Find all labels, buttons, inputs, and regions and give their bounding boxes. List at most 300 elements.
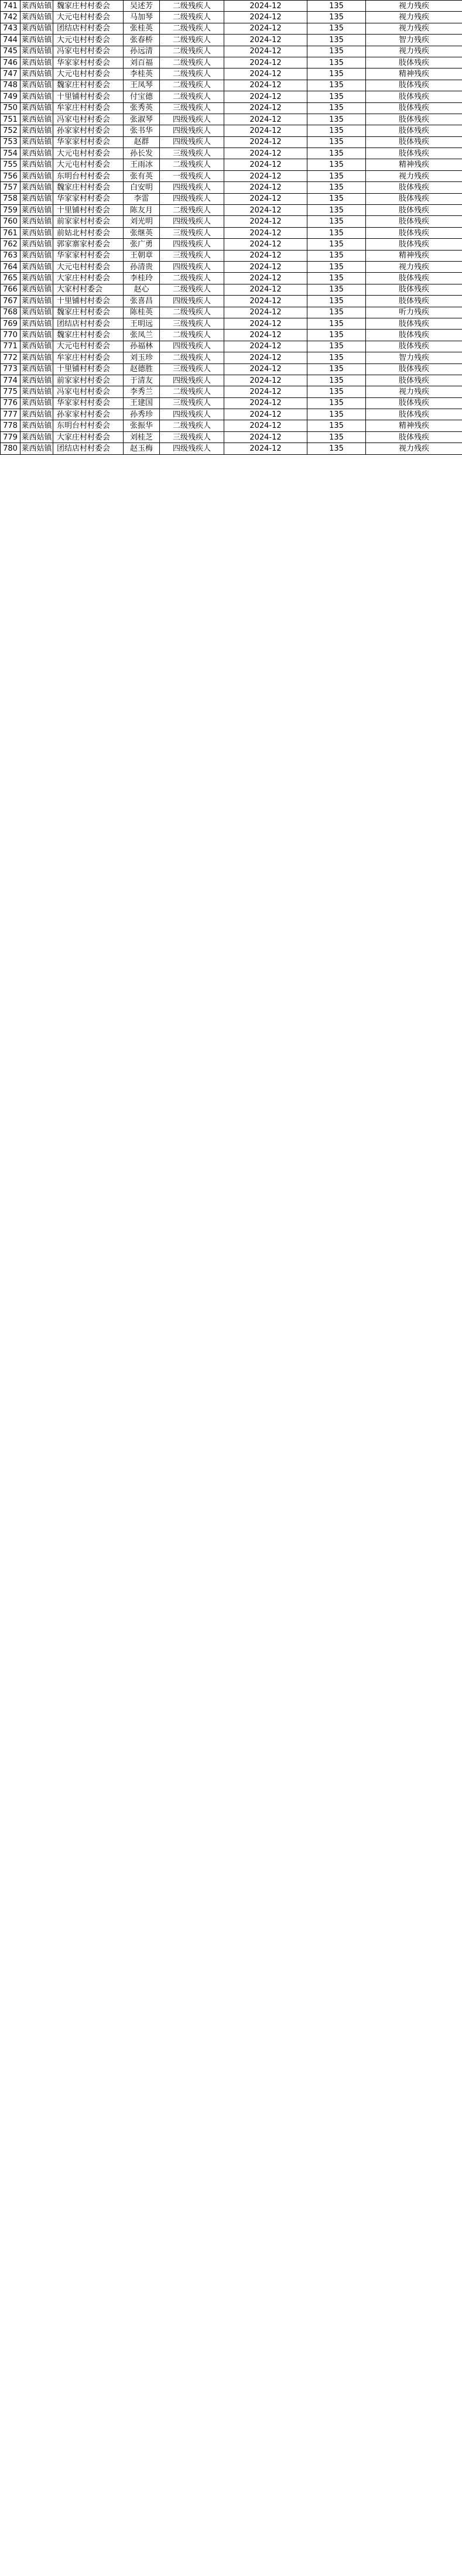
person-name-cell: 马加琴	[124, 12, 160, 23]
person-name-cell: 陈友月	[124, 205, 160, 216]
disability-grade-cell: 二级残疾人	[160, 273, 224, 284]
person-name-cell: 张桂英	[124, 23, 160, 34]
disability-grade-cell: 二级残疾人	[160, 159, 224, 170]
row-number-cell: 778	[1, 420, 20, 431]
disability-grade-cell: 二级残疾人	[160, 307, 224, 318]
village-cell: 前家家村村委会	[53, 216, 124, 227]
amount-cell: 135	[307, 182, 366, 193]
row-number-cell: 769	[1, 318, 20, 329]
disability-type-cell: 听力残疾	[366, 307, 462, 318]
disability-type-cell: 精神残疾	[366, 159, 462, 170]
township-cell: 莱西姑镇	[20, 57, 53, 68]
table-row	[1, 250, 462, 261]
disability-grade-cell: 二级残疾人	[160, 35, 224, 46]
amount-cell: 135	[307, 205, 366, 216]
village-cell: 前姑北村村委会	[53, 227, 124, 238]
disability-grade-cell: 三级残疾人	[160, 431, 224, 443]
table-row	[1, 57, 462, 68]
township-cell: 莱西姑镇	[20, 193, 53, 204]
township-cell: 莱西姑镇	[20, 239, 53, 250]
disability-grade-cell: 二级残疾人	[160, 386, 224, 397]
table-row	[1, 273, 462, 284]
row-number-cell: 758	[1, 193, 20, 204]
disability-grade-cell: 四级残疾人	[160, 136, 224, 148]
amount-cell: 135	[307, 363, 366, 375]
township-cell: 莱西姑镇	[20, 375, 53, 386]
disability-type-cell: 肢体残疾	[366, 148, 462, 159]
disability-grade-cell: 二级残疾人	[160, 68, 224, 80]
township-cell: 莱西姑镇	[20, 352, 53, 363]
village-cell: 华家家村村委会	[53, 250, 124, 261]
amount-cell: 135	[307, 193, 366, 204]
person-name-cell: 刘玉珍	[124, 352, 160, 363]
pay-month-cell: 2024-12	[224, 284, 307, 295]
row-number-cell: 744	[1, 35, 20, 46]
pay-month-cell: 2024-12	[224, 397, 307, 409]
village-cell: 大家庄村村委会	[53, 273, 124, 284]
pay-month-cell: 2024-12	[224, 443, 307, 454]
disability-type-cell: 精神残疾	[366, 250, 462, 261]
disability-type-cell: 视力残疾	[366, 46, 462, 57]
pay-month-cell: 2024-12	[224, 148, 307, 159]
row-number-cell: 770	[1, 330, 20, 341]
disability-type-cell: 肢体残疾	[366, 91, 462, 102]
village-cell: 大元屯村村委会	[53, 68, 124, 80]
table-row	[1, 23, 462, 34]
person-name-cell: 张书华	[124, 125, 160, 136]
row-number-cell: 779	[1, 431, 20, 443]
table-row	[1, 330, 462, 341]
person-name-cell: 付宝德	[124, 91, 160, 102]
table-row	[1, 341, 462, 352]
amount-cell: 135	[307, 136, 366, 148]
pay-month-cell: 2024-12	[224, 12, 307, 23]
township-cell: 莱西姑镇	[20, 23, 53, 34]
disability-type-cell: 视力残疾	[366, 23, 462, 34]
row-number-cell: 768	[1, 307, 20, 318]
village-cell: 魏家庄村村委会	[53, 307, 124, 318]
pay-month-cell: 2024-12	[224, 182, 307, 193]
pay-month-cell: 2024-12	[224, 341, 307, 352]
disability-grade-cell: 四级残疾人	[160, 375, 224, 386]
disability-grade-cell: 四级残疾人	[160, 341, 224, 352]
row-number-cell: 754	[1, 148, 20, 159]
person-name-cell: 张喜昌	[124, 296, 160, 307]
village-cell: 大元屯村村委会	[53, 148, 124, 159]
disability-type-cell: 肢体残疾	[366, 397, 462, 409]
pay-month-cell: 2024-12	[224, 318, 307, 329]
pay-month-cell: 2024-12	[224, 205, 307, 216]
township-cell: 莱西姑镇	[20, 386, 53, 397]
disability-type-cell: 肢体残疾	[366, 330, 462, 341]
amount-cell: 135	[307, 216, 366, 227]
table-body	[1, 1, 462, 455]
row-number-cell: 767	[1, 296, 20, 307]
person-name-cell: 赵德胜	[124, 363, 160, 375]
disability-grade-cell: 四级残疾人	[160, 296, 224, 307]
disability-grade-cell: 三级残疾人	[160, 397, 224, 409]
disability-type-cell: 肢体残疾	[366, 318, 462, 329]
disability-grade-cell: 四级残疾人	[160, 239, 224, 250]
disability-type-cell: 精神残疾	[366, 420, 462, 431]
person-name-cell: 张秀英	[124, 102, 160, 114]
table-row	[1, 227, 462, 238]
person-name-cell: 李桂英	[124, 68, 160, 80]
township-cell: 莱西姑镇	[20, 420, 53, 431]
pay-month-cell: 2024-12	[224, 273, 307, 284]
person-name-cell: 张振华	[124, 420, 160, 431]
amount-cell: 135	[307, 307, 366, 318]
table-row	[1, 102, 462, 114]
village-cell: 团结店村村委会	[53, 443, 124, 454]
amount-cell: 135	[307, 159, 366, 170]
row-number-cell: 745	[1, 46, 20, 57]
table-row	[1, 80, 462, 91]
row-number-cell: 747	[1, 68, 20, 80]
data-table	[0, 0, 462, 455]
disability-grade-cell: 二级残疾人	[160, 205, 224, 216]
table-row	[1, 35, 462, 46]
amount-cell: 135	[307, 148, 366, 159]
township-cell: 莱西姑镇	[20, 35, 53, 46]
village-cell: 魏家庄村村委会	[53, 1, 124, 12]
row-number-cell: 756	[1, 170, 20, 181]
pay-month-cell: 2024-12	[224, 250, 307, 261]
village-cell: 大元屯村村委会	[53, 159, 124, 170]
person-name-cell: 王雨冰	[124, 159, 160, 170]
table-row	[1, 148, 462, 159]
person-name-cell: 刘桂芝	[124, 431, 160, 443]
amount-cell: 135	[307, 318, 366, 329]
person-name-cell: 赵群	[124, 136, 160, 148]
amount-cell: 135	[307, 341, 366, 352]
table-row	[1, 46, 462, 57]
disability-grade-cell: 三级残疾人	[160, 148, 224, 159]
village-cell: 前家家村村委会	[53, 375, 124, 386]
village-cell: 十里铺村村委会	[53, 296, 124, 307]
table-row	[1, 307, 462, 318]
pay-month-cell: 2024-12	[224, 216, 307, 227]
village-cell: 冯家屯村村委会	[53, 114, 124, 125]
table-row	[1, 420, 462, 431]
village-cell: 华家家村村委会	[53, 136, 124, 148]
village-cell: 大家庄村村委会	[53, 431, 124, 443]
village-cell: 冯家屯村村委会	[53, 46, 124, 57]
person-name-cell: 孙远清	[124, 46, 160, 57]
table-row	[1, 239, 462, 250]
amount-cell: 135	[307, 80, 366, 91]
amount-cell: 135	[307, 330, 366, 341]
village-cell: 郭家寨家村委会	[53, 239, 124, 250]
table-row	[1, 170, 462, 181]
pay-month-cell: 2024-12	[224, 1, 307, 12]
person-name-cell: 孙福林	[124, 341, 160, 352]
township-cell: 莱西姑镇	[20, 1, 53, 12]
amount-cell: 135	[307, 102, 366, 114]
village-cell: 华家家村村委会	[53, 57, 124, 68]
table-row	[1, 205, 462, 216]
township-cell: 莱西姑镇	[20, 182, 53, 193]
table-row	[1, 375, 462, 386]
disability-type-cell: 肢体残疾	[366, 363, 462, 375]
pay-month-cell: 2024-12	[224, 46, 307, 57]
disability-grade-cell: 二级残疾人	[160, 23, 224, 34]
amount-cell: 135	[307, 420, 366, 431]
village-cell: 大元屯村村委会	[53, 341, 124, 352]
disability-grade-cell: 四级残疾人	[160, 261, 224, 272]
person-name-cell: 张凤兰	[124, 330, 160, 341]
village-cell: 十里铺村村委会	[53, 363, 124, 375]
village-cell: 大元屯村村委会	[53, 12, 124, 23]
township-cell: 莱西姑镇	[20, 91, 53, 102]
village-cell: 大元屯村村委会	[53, 35, 124, 46]
amount-cell: 135	[307, 91, 366, 102]
disability-type-cell: 肢体残疾	[366, 182, 462, 193]
table-row	[1, 296, 462, 307]
amount-cell: 135	[307, 375, 366, 386]
disability-type-cell: 智力残疾	[366, 352, 462, 363]
table-row	[1, 114, 462, 125]
pay-month-cell: 2024-12	[224, 375, 307, 386]
township-cell: 莱西姑镇	[20, 261, 53, 272]
table-row	[1, 284, 462, 295]
disability-type-cell: 视力残疾	[366, 261, 462, 272]
disability-grade-cell: 二级残疾人	[160, 80, 224, 91]
pay-month-cell: 2024-12	[224, 261, 307, 272]
row-number-cell: 771	[1, 341, 20, 352]
village-cell: 魏家庄村村委会	[53, 182, 124, 193]
row-number-cell: 742	[1, 12, 20, 23]
pay-month-cell: 2024-12	[224, 307, 307, 318]
disability-type-cell: 肢体残疾	[366, 296, 462, 307]
disability-grade-cell: 四级残疾人	[160, 125, 224, 136]
table-row	[1, 12, 462, 23]
table-row	[1, 397, 462, 409]
disability-grade-cell: 三级残疾人	[160, 227, 224, 238]
disability-type-cell: 肢体残疾	[366, 102, 462, 114]
disability-grade-cell: 二级残疾人	[160, 352, 224, 363]
disability-type-cell: 肢体残疾	[366, 273, 462, 284]
row-number-cell: 746	[1, 57, 20, 68]
disability-grade-cell: 二级残疾人	[160, 1, 224, 12]
township-cell: 莱西姑镇	[20, 216, 53, 227]
township-cell: 莱西姑镇	[20, 136, 53, 148]
village-cell: 东明台村村委会	[53, 170, 124, 181]
person-name-cell: 王凤琴	[124, 80, 160, 91]
township-cell: 莱西姑镇	[20, 409, 53, 420]
amount-cell: 135	[307, 68, 366, 80]
village-cell: 大元屯村村委会	[53, 261, 124, 272]
table-row	[1, 409, 462, 420]
township-cell: 莱西姑镇	[20, 284, 53, 295]
amount-cell: 135	[307, 227, 366, 238]
disability-type-cell: 视力残疾	[366, 386, 462, 397]
row-number-cell: 764	[1, 261, 20, 272]
township-cell: 莱西姑镇	[20, 443, 53, 454]
row-number-cell: 743	[1, 23, 20, 34]
village-cell: 华家家村村委会	[53, 193, 124, 204]
person-name-cell: 王明远	[124, 318, 160, 329]
village-cell: 华家家村村委会	[53, 397, 124, 409]
amount-cell: 135	[307, 239, 366, 250]
row-number-cell: 773	[1, 363, 20, 375]
row-number-cell: 748	[1, 80, 20, 91]
disability-grade-cell: 二级残疾人	[160, 420, 224, 431]
amount-cell: 135	[307, 352, 366, 363]
township-cell: 莱西姑镇	[20, 46, 53, 57]
row-number-cell: 775	[1, 386, 20, 397]
pay-month-cell: 2024-12	[224, 193, 307, 204]
township-cell: 莱西姑镇	[20, 148, 53, 159]
pay-month-cell: 2024-12	[224, 386, 307, 397]
disability-type-cell: 肢体残疾	[366, 114, 462, 125]
disability-type-cell: 视力残疾	[366, 443, 462, 454]
person-name-cell: 刘光明	[124, 216, 160, 227]
row-number-cell: 749	[1, 91, 20, 102]
township-cell: 莱西姑镇	[20, 250, 53, 261]
township-cell: 莱西姑镇	[20, 431, 53, 443]
row-number-cell: 762	[1, 239, 20, 250]
disability-type-cell: 视力残疾	[366, 12, 462, 23]
disability-grade-cell: 三级残疾人	[160, 363, 224, 375]
pay-month-cell: 2024-12	[224, 91, 307, 102]
pay-month-cell: 2024-12	[224, 136, 307, 148]
disability-type-cell: 视力残疾	[366, 1, 462, 12]
pay-month-cell: 2024-12	[224, 363, 307, 375]
person-name-cell: 孙清贵	[124, 261, 160, 272]
township-cell: 莱西姑镇	[20, 102, 53, 114]
person-name-cell: 张广勇	[124, 239, 160, 250]
disability-grade-cell: 四级残疾人	[160, 193, 224, 204]
pay-month-cell: 2024-12	[224, 68, 307, 80]
table-row	[1, 125, 462, 136]
amount-cell: 135	[307, 397, 366, 409]
row-number-cell: 765	[1, 273, 20, 284]
person-name-cell: 孙秀珍	[124, 409, 160, 420]
row-number-cell: 760	[1, 216, 20, 227]
township-cell: 莱西姑镇	[20, 273, 53, 284]
row-number-cell: 777	[1, 409, 20, 420]
pay-month-cell: 2024-12	[224, 296, 307, 307]
pay-month-cell: 2024-12	[224, 80, 307, 91]
disability-type-cell: 肢体残疾	[366, 80, 462, 91]
disability-type-cell: 肢体残疾	[366, 57, 462, 68]
disability-type-cell: 肢体残疾	[366, 284, 462, 295]
disability-grade-cell: 一级残疾人	[160, 170, 224, 181]
township-cell: 莱西姑镇	[20, 114, 53, 125]
row-number-cell: 750	[1, 102, 20, 114]
row-number-cell: 759	[1, 205, 20, 216]
person-name-cell: 张春桥	[124, 35, 160, 46]
township-cell: 莱西姑镇	[20, 363, 53, 375]
disability-grade-cell: 二级残疾人	[160, 12, 224, 23]
township-cell: 莱西姑镇	[20, 125, 53, 136]
pay-month-cell: 2024-12	[224, 35, 307, 46]
table-row	[1, 431, 462, 443]
person-name-cell: 李秀兰	[124, 386, 160, 397]
person-name-cell: 于清友	[124, 375, 160, 386]
person-name-cell: 张有英	[124, 170, 160, 181]
disability-type-cell: 肢体残疾	[366, 193, 462, 204]
amount-cell: 135	[307, 46, 366, 57]
pay-month-cell: 2024-12	[224, 125, 307, 136]
township-cell: 莱西姑镇	[20, 397, 53, 409]
pay-month-cell: 2024-12	[224, 159, 307, 170]
table-row	[1, 352, 462, 363]
disability-type-cell: 肢体残疾	[366, 227, 462, 238]
row-number-cell: 772	[1, 352, 20, 363]
person-name-cell: 王建国	[124, 397, 160, 409]
pay-month-cell: 2024-12	[224, 170, 307, 181]
amount-cell: 135	[307, 12, 366, 23]
amount-cell: 135	[307, 35, 366, 46]
table-row	[1, 318, 462, 329]
township-cell: 莱西姑镇	[20, 330, 53, 341]
person-name-cell: 李雷	[124, 193, 160, 204]
village-cell: 大家村村委会	[53, 284, 124, 295]
table-row	[1, 182, 462, 193]
village-cell: 孙家家村村委会	[53, 409, 124, 420]
disability-grade-cell: 四级残疾人	[160, 443, 224, 454]
village-cell: 东明台村村委会	[53, 420, 124, 431]
amount-cell: 135	[307, 296, 366, 307]
amount-cell: 135	[307, 261, 366, 272]
person-name-cell: 张淑琴	[124, 114, 160, 125]
disability-type-cell: 肢体残疾	[366, 341, 462, 352]
amount-cell: 135	[307, 125, 366, 136]
disability-grade-cell: 二级残疾人	[160, 57, 224, 68]
amount-cell: 135	[307, 284, 366, 295]
village-cell: 团结店村村委会	[53, 318, 124, 329]
amount-cell: 135	[307, 57, 366, 68]
disability-type-cell: 肢体残疾	[366, 431, 462, 443]
amount-cell: 135	[307, 386, 366, 397]
village-cell: 十里铺村村委会	[53, 91, 124, 102]
disability-grade-cell: 四级残疾人	[160, 114, 224, 125]
row-number-cell: 780	[1, 443, 20, 454]
disability-type-cell: 精神残疾	[366, 68, 462, 80]
pay-month-cell: 2024-12	[224, 114, 307, 125]
pay-month-cell: 2024-12	[224, 239, 307, 250]
village-cell: 团结店村村委会	[53, 23, 124, 34]
person-name-cell: 李桂玲	[124, 273, 160, 284]
village-cell: 魏家庄村村委会	[53, 330, 124, 341]
amount-cell: 135	[307, 250, 366, 261]
row-number-cell: 755	[1, 159, 20, 170]
disability-grade-cell: 二级残疾人	[160, 330, 224, 341]
disability-type-cell: 视力残疾	[366, 170, 462, 181]
table-row	[1, 68, 462, 80]
pay-month-cell: 2024-12	[224, 57, 307, 68]
person-name-cell: 孙长发	[124, 148, 160, 159]
disability-type-cell: 肢体残疾	[366, 409, 462, 420]
row-number-cell: 763	[1, 250, 20, 261]
pay-month-cell: 2024-12	[224, 431, 307, 443]
pay-month-cell: 2024-12	[224, 102, 307, 114]
township-cell: 莱西姑镇	[20, 12, 53, 23]
village-cell: 十里铺村村委会	[53, 205, 124, 216]
person-name-cell: 陈桂英	[124, 307, 160, 318]
disability-grade-cell: 二级残疾人	[160, 284, 224, 295]
disability-type-cell: 肢体残疾	[366, 216, 462, 227]
disability-type-cell: 肢体残疾	[366, 375, 462, 386]
township-cell: 莱西姑镇	[20, 170, 53, 181]
township-cell: 莱西姑镇	[20, 307, 53, 318]
table-row	[1, 443, 462, 454]
table-row	[1, 159, 462, 170]
township-cell: 莱西姑镇	[20, 296, 53, 307]
table-row	[1, 216, 462, 227]
